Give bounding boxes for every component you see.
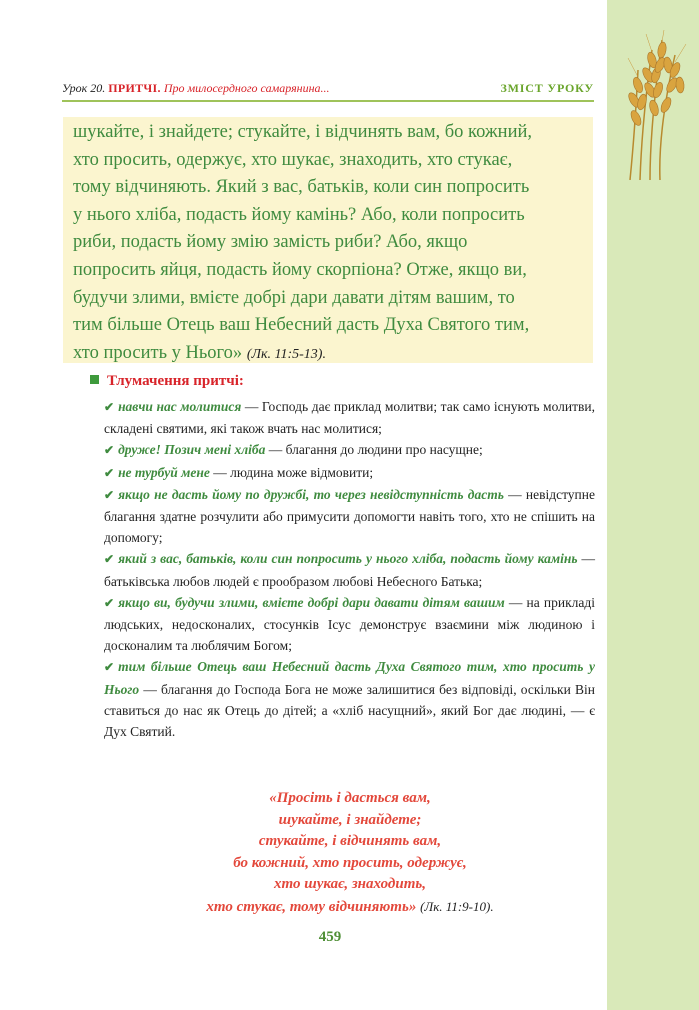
- list-item: [104, 462, 595, 484]
- item-text: — на прикладі людських, недосконалих, стосунків Ісус демонструє взаємини між людиною і досконалим та люблячим Богом;: [104, 594, 596, 654]
- checkmark-icon: ✔: [104, 660, 115, 675]
- quote-last-text: хто просить у Нього»: [73, 342, 243, 363]
- quote-line: тим більше Отець ваш Небесний дасть Духа Святого тим,: [73, 315, 530, 336]
- square-bullet-icon: [90, 375, 99, 384]
- item-phrase: який з вас, батьків, коли син попросить у нього хліба, подасть йому камінь: [118, 551, 578, 567]
- closing-line-last: [100, 896, 600, 919]
- closing-line: «Просіть і дасться вам,: [269, 790, 431, 806]
- closing-quote: [100, 788, 600, 918]
- section-title-text: Тлумачення притчі:: [107, 373, 244, 389]
- item-phrase: тим більше Отець ваш Небесний дасть Духа Святого тим, хто просить у Нього: [104, 659, 595, 697]
- checkmark-icon: ✔: [104, 552, 115, 567]
- item-text: — людина може відмовити;: [209, 464, 374, 480]
- wheat-ears-icon: [600, 30, 699, 180]
- checkmark-icon: ✔: [104, 595, 115, 610]
- item-text: — невідступне благання здатне розчулити або примусити допомогти навіть того, хто не спішить на допомогу;: [104, 486, 595, 546]
- quote-line: у нього хліба, подасть йому камінь? Або, коли попросить: [73, 204, 525, 225]
- item-phrase: якщо ви, будучи злими, вмієте добрі дари давати дітям вашим: [118, 594, 505, 610]
- lesson-title: [62, 81, 330, 96]
- closing-line: шукайте, і знайдете;: [278, 811, 422, 828]
- quote-line-last: [73, 340, 585, 369]
- quote-line: тому відчиняють. Який з вас, батьків, коли син попросить: [73, 177, 530, 198]
- item-text: — батьківська любов людей є прообразом любові Небесного Батька;: [104, 551, 595, 589]
- closing-last-text: хто стукає, тому відчиняють»: [206, 898, 417, 915]
- list-item: [104, 548, 595, 591]
- checkmark-icon: ✔: [104, 465, 115, 480]
- item-text: — благання до Господа Бога не може залишитися без відповіді, оскільки Він ставиться до нас як Отець до дітей; а «хліб насущний», який Бог дає людині, — є Дух Святий.: [104, 681, 595, 740]
- checkmark-icon: ✔: [104, 487, 115, 502]
- item-text: — Господь дає приклад молитви; так само існують молитви, складені святими, які також вчать нас молитися;: [104, 399, 595, 437]
- list-item: [104, 656, 595, 742]
- page-header: [62, 78, 594, 102]
- closing-line: хто шукає, знаходить,: [274, 876, 426, 892]
- scripture-quote: [73, 119, 585, 368]
- closing-line: стукайте, і відчинять вам,: [258, 833, 442, 849]
- quote-line: риби, подасть йому змію замість риби? Або, якщо: [73, 232, 468, 253]
- item-text: — благання до людини про насущне;: [265, 442, 483, 458]
- page-number: 459: [318, 929, 342, 945]
- quote-line: попросить яйця, подасть йому скорпіона? Отже, якщо ви,: [73, 259, 527, 280]
- quote-line: будучи злими, вмієте добрі дари давати дітям вашим, то: [73, 287, 515, 308]
- contents-link[interactable]: ЗМІСТ УРОКУ: [500, 81, 594, 95]
- section-title: [90, 373, 244, 390]
- list-item: [104, 484, 595, 549]
- item-phrase: навчи нас молитися: [118, 399, 242, 414]
- closing-reference: (Лк. 11:9-10).: [420, 898, 494, 914]
- lesson-keyword: ПРИТЧІ.: [108, 81, 161, 95]
- item-phrase: якщо не дасть йому по дружбі, то через невідступність дасть: [118, 486, 504, 502]
- lesson-number: Урок 20.: [62, 81, 106, 95]
- scripture-quote-box: [63, 117, 593, 363]
- list-item: [104, 439, 595, 461]
- quote-line: шукайте, і знайдете; стукайте, і відчинять вам, бо кожний,: [73, 122, 533, 142]
- quote-line: хто просить, одержує, хто шукає, знаходить, хто стукає,: [73, 149, 513, 170]
- item-phrase: друже! Позич мені хліба: [118, 442, 266, 458]
- list-item: [104, 592, 595, 657]
- quote-reference: (Лк. 11:5-13).: [246, 346, 326, 362]
- lesson-subtitle: Про милосердного самарянина...: [163, 81, 330, 95]
- list-item: [104, 396, 595, 439]
- checkmark-icon: ✔: [104, 400, 115, 414]
- interpretation-list: [104, 396, 595, 742]
- checkmark-icon: ✔: [104, 443, 115, 458]
- item-phrase: не турбуй мене: [118, 464, 210, 480]
- closing-line: бо кожний, хто просить, одержує,: [233, 854, 467, 871]
